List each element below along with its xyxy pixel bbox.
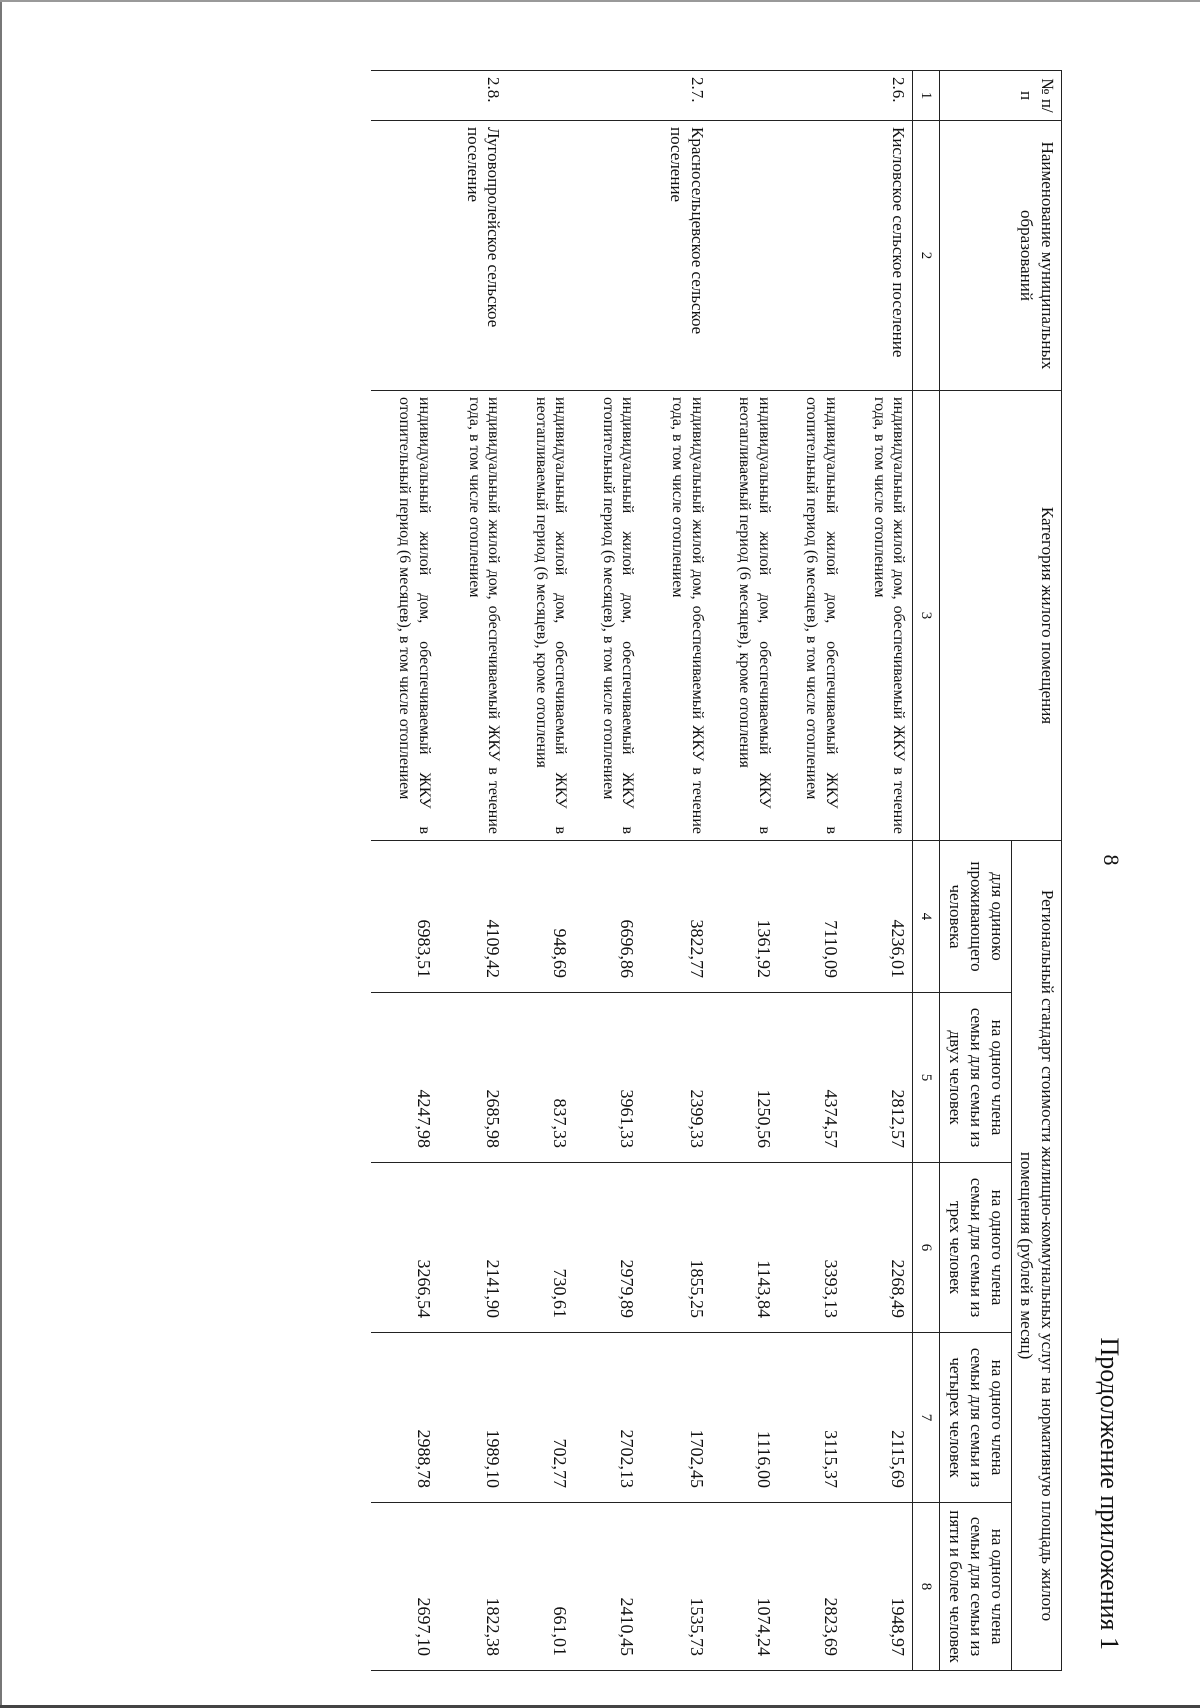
column-number: 4: [913, 841, 940, 993]
header-single: для одиноко проживающего человека: [940, 841, 1011, 993]
header-group: Региональный стандарт стоимости жилищно-коммунальных услуг на нормативную площадь жилого помещения (рублей в месяц): [1011, 841, 1061, 1671]
value-four: 2702,13: [574, 1333, 641, 1503]
housing-category: индивидуальный жилой дом, обеспечиваемый ЖКУ в неотапливаемый период (6 месяцев), кроме отопления: [711, 391, 778, 841]
value-four: 702,77: [507, 1333, 574, 1503]
column-number: 5: [913, 993, 940, 1163]
municipality-name: [507, 121, 574, 391]
table-row: [371, 71, 438, 1671]
municipality-name: [574, 121, 641, 391]
header-category: Категория жилого помещения: [940, 391, 1062, 841]
standards-table: [371, 70, 1062, 1671]
housing-category: индивидуальный жилой дом, обеспечиваемый ЖКУ в течение года, в том числе отоплением: [845, 391, 913, 841]
value-three: 2979,89: [574, 1163, 641, 1333]
value-two: 2399,33: [641, 993, 710, 1163]
table-row: [438, 71, 507, 1671]
value-five: 2410,45: [574, 1503, 641, 1671]
header-five: на одного члена семьи для семьи из пяти и более человек: [940, 1503, 1011, 1671]
value-five: 661,01: [507, 1503, 574, 1671]
value-four: 3115,37: [778, 1333, 845, 1503]
housing-category: индивидуальный жилой дом, обеспечиваемый ЖКУ в отопительный период (6 месяцев), в том числе отоплением: [371, 391, 438, 841]
row-number: 2.6.: [845, 71, 913, 121]
row-number: [371, 71, 438, 121]
municipality-name: [371, 121, 438, 391]
housing-category: индивидуальный жилой дом, обеспечиваемый ЖКУ в течение года, в том числе отоплением: [641, 391, 710, 841]
value-five: 1074,24: [711, 1503, 778, 1671]
scan-edge-left: [0, 0, 2, 1708]
column-number: 1: [913, 71, 940, 121]
column-number: 3: [913, 391, 940, 841]
value-two: 1250,56: [711, 993, 778, 1163]
value-five: 1948,97: [845, 1503, 913, 1671]
table-row: [845, 71, 913, 1671]
table-row: [711, 71, 778, 1671]
column-number: 2: [913, 121, 940, 391]
value-five: 1822,38: [438, 1503, 507, 1671]
value-two: 3961,33: [574, 993, 641, 1163]
housing-category: индивидуальный жилой дом, обеспечиваемый ЖКУ в неотапливаемый период (6 месяцев), кроме отопления: [507, 391, 574, 841]
housing-category: индивидуальный жилой дом, обеспечиваемый ЖКУ в течение года, в том числе отоплением: [438, 391, 507, 841]
value-four: 2988,78: [371, 1333, 438, 1503]
value-two: 2812,57: [845, 993, 913, 1163]
value-four: 2115,69: [845, 1333, 913, 1503]
value-five: 2697,10: [371, 1503, 438, 1671]
header-two: на одного члена семьи для семьи из двух человек: [940, 993, 1011, 1163]
value-five: 2823,69: [778, 1503, 845, 1671]
value-single: 4236,01: [845, 841, 913, 993]
value-single: 1361,92: [711, 841, 778, 993]
row-number: [574, 71, 641, 121]
document-page: [130, 40, 1130, 1680]
value-single: 948,69: [507, 841, 574, 993]
header-three: на одного члена семьи для семьи из трех человек: [940, 1163, 1011, 1333]
column-number: 6: [913, 1163, 940, 1333]
municipality-name: Луговопролейское сельское поселение: [438, 121, 507, 391]
value-three: 1855,25: [641, 1163, 710, 1333]
housing-category: индивидуальный жилой дом, обеспечиваемый ЖКУ в отопительный период (6 месяцев), в том числе отоплением: [778, 391, 845, 841]
row-number: 2.7.: [641, 71, 710, 121]
table-row: [574, 71, 641, 1671]
value-three: 2141,90: [438, 1163, 507, 1333]
municipality-name: [778, 121, 845, 391]
header-municipality: Наименование муниципальных образований: [940, 121, 1062, 391]
appendix-title: Продолжение приложения 1: [1095, 1337, 1124, 1650]
value-five: 1535,73: [641, 1503, 710, 1671]
column-number: 7: [913, 1333, 940, 1503]
value-single: 4109,42: [438, 841, 507, 993]
value-single: 6983,51: [371, 841, 438, 993]
value-single: 7110,09: [778, 841, 845, 993]
value-three: 2268,49: [845, 1163, 913, 1333]
value-four: 1116,00: [711, 1333, 778, 1503]
value-two: 4374,57: [778, 993, 845, 1163]
row-number: [778, 71, 845, 121]
value-four: 1702,45: [641, 1333, 710, 1503]
value-three: 730,61: [507, 1163, 574, 1333]
municipality-name: Кисловское сельское поселение: [845, 121, 913, 391]
value-three: 3266,54: [371, 1163, 438, 1333]
value-two: 837,33: [507, 993, 574, 1163]
value-two: 4247,98: [371, 993, 438, 1163]
table-row: [641, 71, 710, 1671]
value-three: 1143,84: [711, 1163, 778, 1333]
value-two: 2685,98: [438, 993, 507, 1163]
municipality-name: [711, 121, 778, 391]
page-number: 8: [1099, 854, 1124, 866]
table-row: [507, 71, 574, 1671]
municipality-name: Красносельцевское сельское поселение: [641, 121, 710, 391]
value-three: 3393,13: [778, 1163, 845, 1333]
value-four: 1989,10: [438, 1333, 507, 1503]
column-number: 8: [913, 1503, 940, 1671]
table-row: [778, 71, 845, 1671]
scan-edge-top: [0, 0, 1200, 2]
housing-category: индивидуальный жилой дом, обеспечиваемый ЖКУ в отопительный период (6 месяцев), в том числе отоплением: [574, 391, 641, 841]
header-four: на одного члена семьи для семьи из четырех человек: [940, 1333, 1011, 1503]
value-single: 6696,86: [574, 841, 641, 993]
row-number: [507, 71, 574, 121]
header-no: № п/п: [940, 71, 1062, 121]
value-single: 3822,77: [641, 841, 710, 993]
row-number: 2.8.: [438, 71, 507, 121]
row-number: [711, 71, 778, 121]
